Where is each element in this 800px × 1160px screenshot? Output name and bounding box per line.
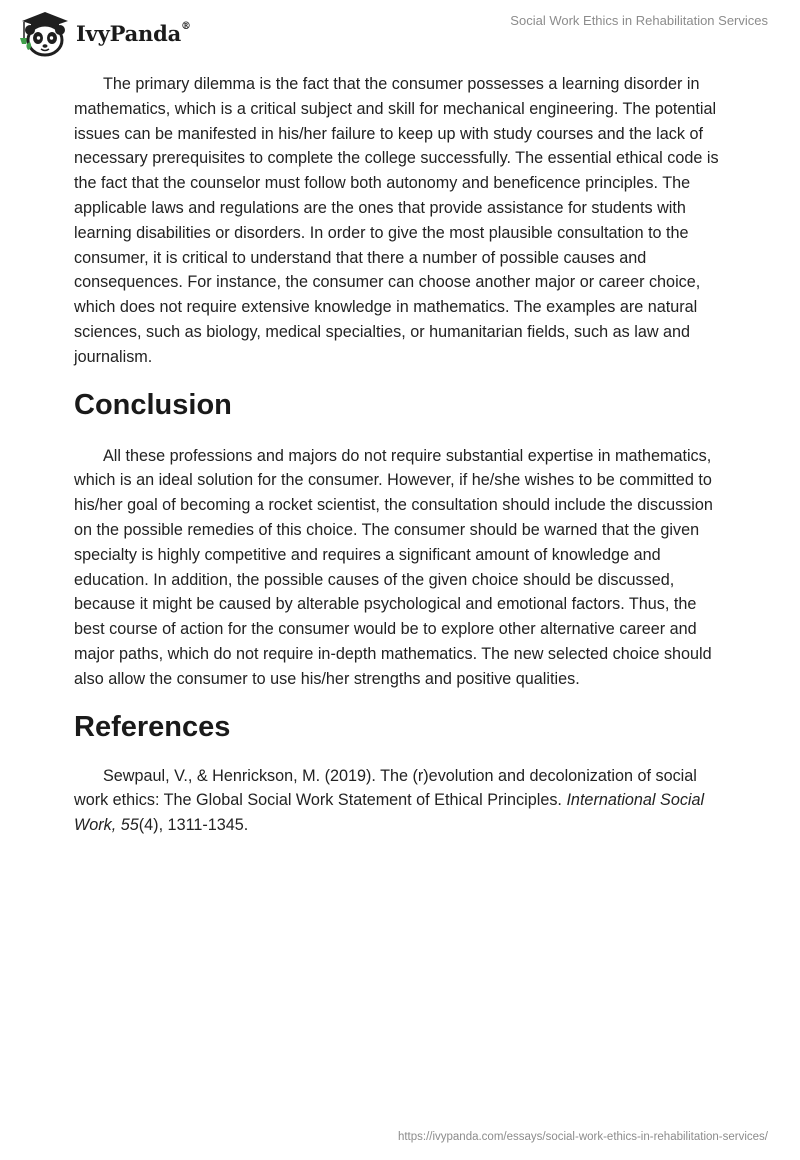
- running-title: Social Work Ethics in Rehabilitation Services: [510, 13, 768, 28]
- references-heading: References: [74, 710, 231, 743]
- reference-issue-pages: (4), 1311-1345.: [138, 816, 249, 835]
- brand-name: IvyPanda®: [76, 21, 191, 46]
- reference-entry: [74, 764, 730, 838]
- footer-url[interactable]: https://ivypanda.com/essays/social-work-ethics-in-rehabilitation-services/: [397, 1131, 768, 1143]
- reference-journal: International Social Work, 55: [74, 791, 705, 835]
- essay-content: [74, 72, 730, 838]
- page-header: [0, 0, 800, 60]
- ivypanda-logo[interactable]: [14, 8, 214, 58]
- conclusion-heading: Conclusion: [74, 388, 232, 421]
- conclusion-paragraph: All these professions and majors do not require substantial expertise in mathematics, which is an ideal solution for the consumer. However, if he/she wishes to be committed to his/her goal of becoming a rocket scientist, the consultation should include the discussion on the possible remedies of this choice. The consumer should be warned that the given specialty is highly competitive and requires a significant amount of knowledge and education. In addition, the possible causes of the given choice should be discussed, because it might be caused by alterable psychological and emotional factors. Thus, the best course of action for the consumer would be to explore other alternative career and major paths, which do not require in-depth mathematics. The new selected choice should also allow the consumer to use his/her strengths and positive qualities.: [74, 446, 713, 688]
- panda-graduate-icon: [14, 8, 74, 58]
- reference-citation: Sewpaul, V., & Henrickson, M. (2019). The (r)evolution and decolonization of social work ethics: The Global Social Work Statement of Ethical Principles.: [74, 766, 697, 810]
- body-paragraph: The primary dilemma is the fact that the consumer possesses a learning disorder in mathematics, which is a critical subject and skill for mechanical engineering. The potential issues can be manifested in his/her failure to keep up with study courses and the lack of necessary prerequisites to complete the college successfully. The essential ethical code is the fact that the counselor must follow both autonomy and beneficence principles. The applicable laws and regulations are the ones that provide assistance for students with learning disabilities or disorders. In order to give the most plausible consultation to the consumer, it is critical to understand that there a number of possible causes and consequences. For instance, the consumer can choose another major or career choice, which does not require extensive knowledge in mathematics. The examples are natural sciences, such as biology, medical specialties, or humanitarian fields, such as law and journalism.: [74, 75, 719, 366]
